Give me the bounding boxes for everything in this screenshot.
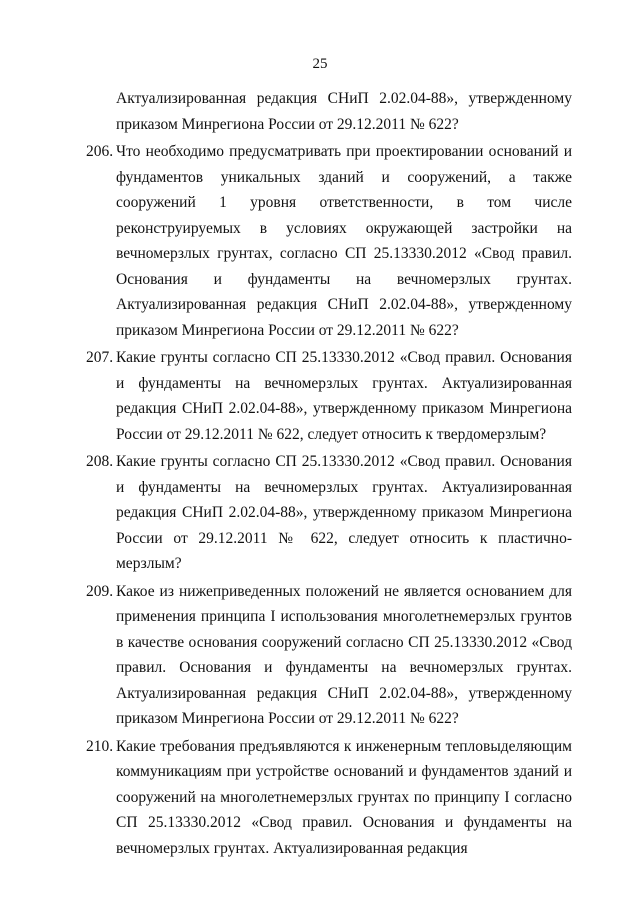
question-number: 210. [86,737,114,755]
question-item-208 [86,449,572,577]
question-text: Какие грунты согласно СП 25.13330.2012 «Свод правил. Основания и фундаменты на вечномерзлых грунтах. Актуализированная редакция СНиП 2.02.04-88», утвержденному приказом Минрегиона России от 29.12.2011 № 622, следует относить к пластично-мерзлым? [116,453,572,572]
document-body [86,86,572,863]
question-number: 207. [86,349,114,366]
question-text: Что необходимо предусматривать при проектировании оснований и фундаментов уникальных зданий и сооружений, а также сооружений 1 уровня ответственности, в том числе реконструируемых в условиях окружающей застройки на вечномерзлых грунтах, согласно СП 25.13330.2012 «Свод правил. Основания и фундаменты на вечномерзлых грунтах. Актуализированная редакция СНиП 2.02.04-88», утвержденному приказом Минрегиона России от 29.12.2011 № 622? [116,143,572,339]
question-number: 209. [86,582,114,600]
question-text: Какие требования предъявляются к инженерным тепловыделяющим коммуникациям при устройстве оснований и фундаментов зданий и сооружений на многолетнемерзлых грунтах по принципу I согласно СП 25.13330.2012 «Свод правил. Основания и фундаменты на вечномерзлых грунтах. Актуализированная редакция [116,737,572,857]
question-text: Какие грунты согласно СП 25.13330.2012 «Свод правил. Основания и фундаменты на вечномерзлых грунтах. Актуализированная редакция СНиП 2.02.04-88», утвержденному приказом Минрегиона России от 29.12.2011 № 622, следует относить к твердомерзлым? [116,349,572,443]
question-item-210 [86,734,572,862]
question-item-209 [86,579,572,732]
question-item-206 [86,139,572,343]
question-item-207 [86,345,572,447]
question-number: 206. [86,143,114,160]
page-number: 25 [312,56,328,72]
question-text: Какое из нижеприведенных положений не является основанием для применения принципа I использования многолетнемерзлых грунтов в качестве основания сооружений согласно СП 25.13330.2012 «Свод правил. Основания и фундаменты на вечномерзлых грунтах. Актуализированная редакция СНиП 2.02.04-88», утвержденному приказом Минрегиона России от 29.12.2011 № 622? [116,582,572,727]
question-number: 208. [86,453,114,470]
continuation-text: Актуализированная редакция СНиП 2.02.04-88», утвержденному приказом Минрегиона России от 29.12.2011 № 622? [116,90,572,133]
